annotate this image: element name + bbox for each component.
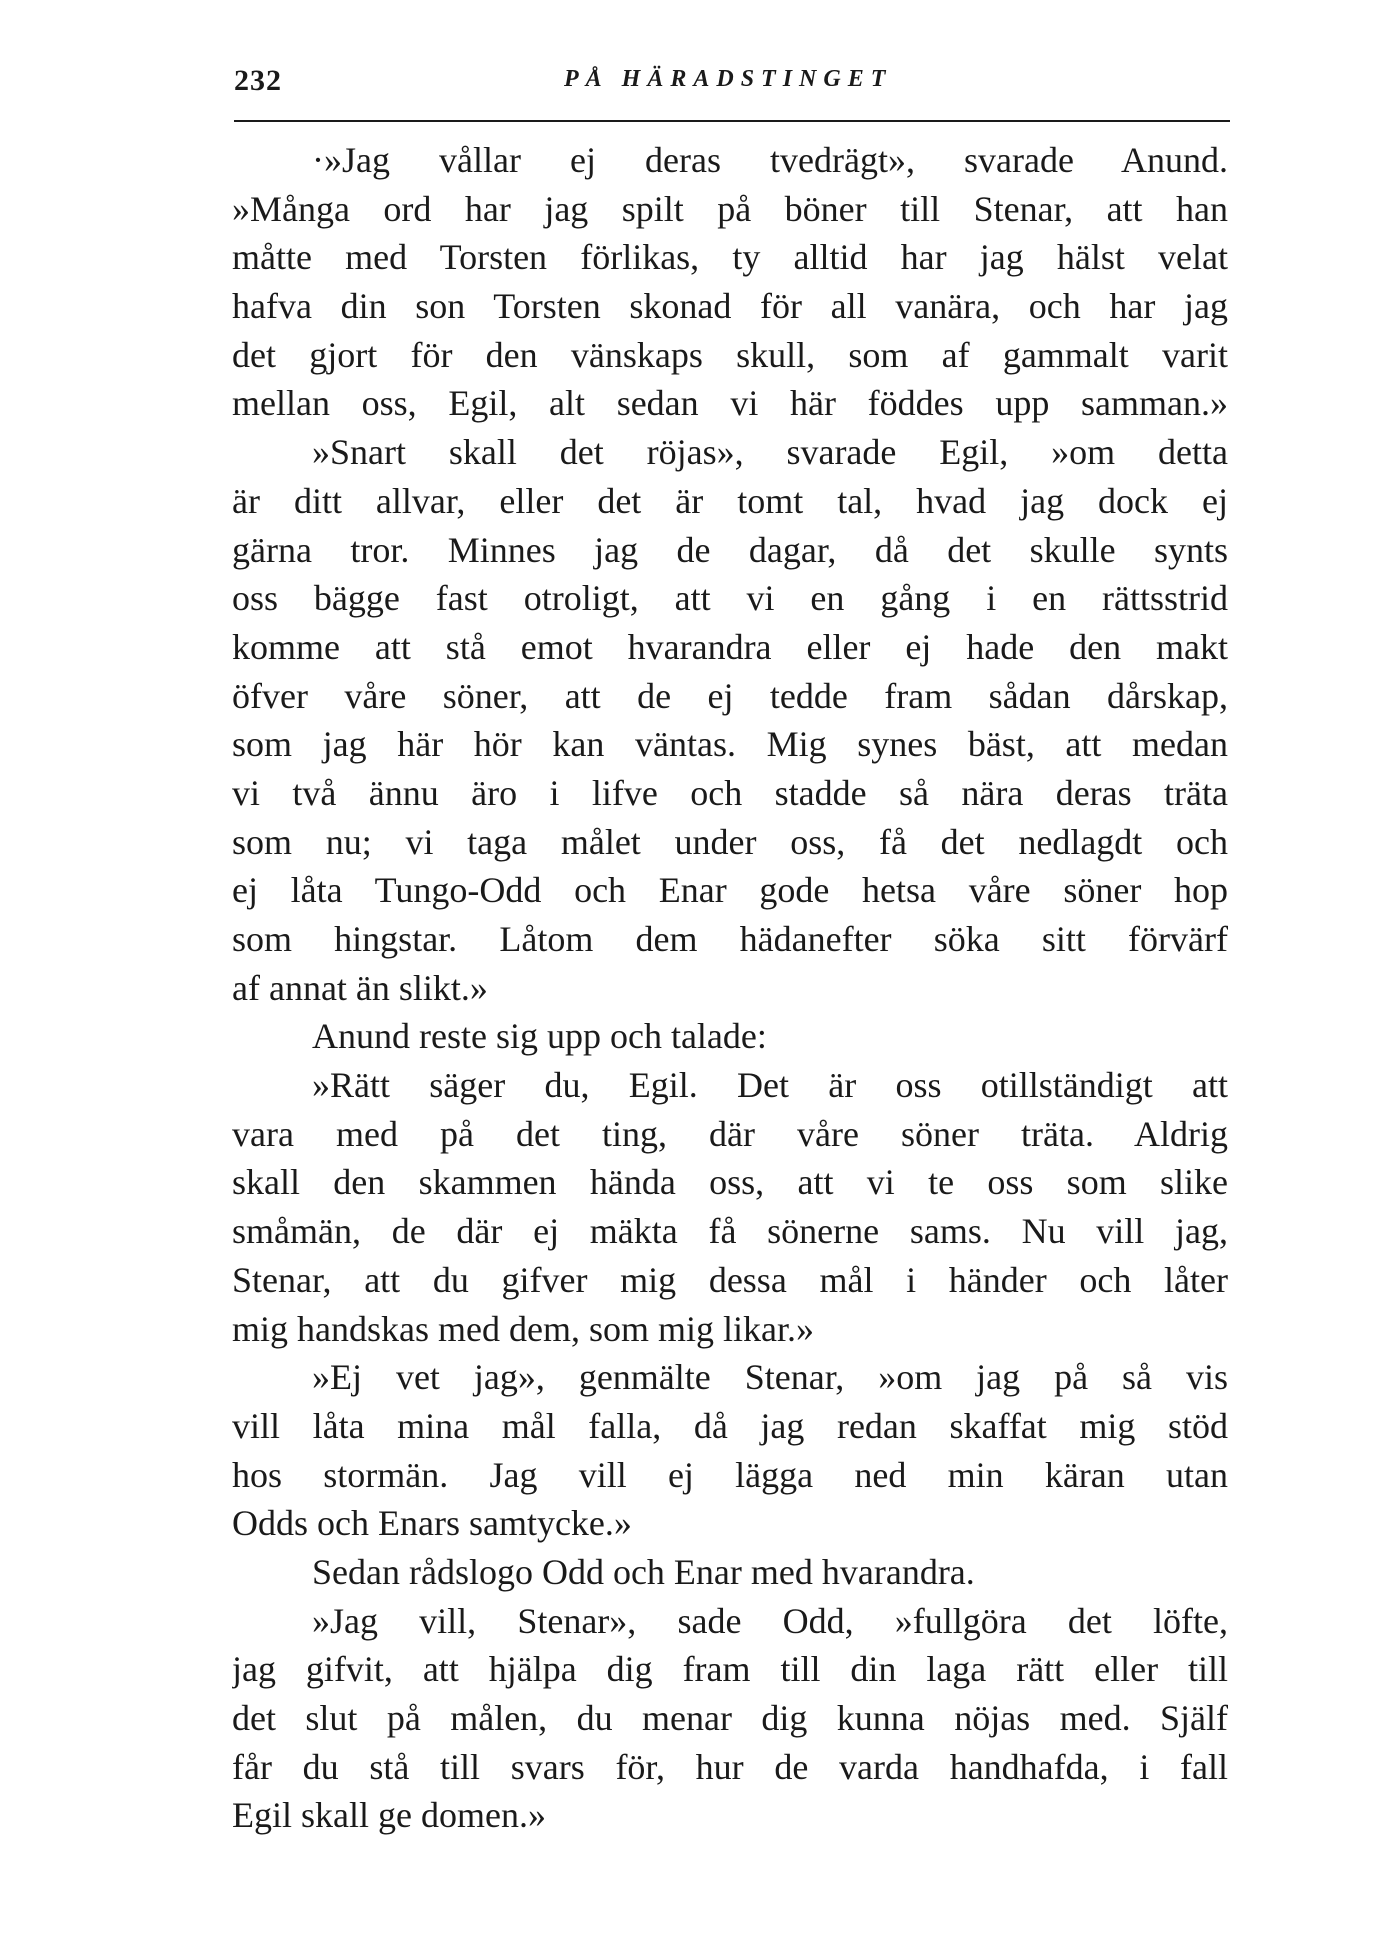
text-line: som nu; vi taga målet under oss, få det nedlagdt och xyxy=(232,821,1228,862)
text-line: oss bägge fast otroligt, att vi en gång i en rättsstrid xyxy=(232,578,1228,619)
header-rule xyxy=(234,120,1230,122)
text-line: »Många ord har jag spilt på böner till Stenar, att han xyxy=(232,188,1228,229)
text-line: småmän, de där ej mäkta få sönerne sams. Nu vill jag, xyxy=(232,1211,1228,1252)
text-line: ·»Jag vållar ej deras tvedrägt», svarade Anund. xyxy=(312,140,1228,180)
text-line: Anund reste sig upp och talade: xyxy=(312,1016,767,1057)
text-line: ej låta Tungo-Odd och Enar gode hetsa våre söner hop xyxy=(232,870,1228,911)
text-line: vill låta mina mål falla, då jag redan skaffat mig stöd xyxy=(232,1405,1228,1446)
text-line: »Rätt säger du, Egil. Det är oss otillständigt att xyxy=(312,1065,1228,1106)
text-line: som hingstar. Låtom dem hädanefter söka sitt förvärf xyxy=(232,919,1228,959)
text-line: hos stormän. Jag vill ej lägga ned min käran utan xyxy=(232,1454,1228,1495)
text-line: »Snart skall det röjas», svarade Egil, »om detta xyxy=(312,432,1228,473)
text-line: vi två ännu äro i lifve och stadde så nära deras träta xyxy=(232,772,1228,813)
text-line: öfver våre söner, att de ej tedde fram sådan dårskap, xyxy=(232,675,1228,716)
text-line: som jag här hör kan väntas. Mig synes bäst, att medan xyxy=(232,724,1228,765)
text-line: det gjort för den vänskaps skull, som af gammalt varit xyxy=(232,334,1228,375)
text-line: »Jag vill, Stenar», sade Odd, »fullgöra det löfte, xyxy=(312,1600,1228,1641)
text-line: mig handskas med dem, som mig likar.» xyxy=(232,1308,814,1349)
text-line: af annat än slikt.» xyxy=(232,967,488,1008)
text-line: skall den skammen hända oss, att vi te oss som slike xyxy=(232,1162,1228,1203)
text-line: vara med på det ting, där våre söner träta. Aldrig xyxy=(232,1113,1228,1154)
text-line: Stenar, att du gifver mig dessa mål i händer och låter xyxy=(232,1259,1228,1300)
running-title: PÅ HÄRADSTINGET xyxy=(564,66,893,92)
text-line: Egil skall ge domen.» xyxy=(232,1795,546,1836)
text-line: Sedan rådslogo Odd och Enar med hvarandra. xyxy=(312,1551,975,1592)
text-line: får du stå till svars för, hur de varda handhafda, i fall xyxy=(232,1746,1228,1787)
text-line: »Ej vet jag», genmälte Stenar, »om jag på så vis xyxy=(312,1357,1228,1398)
text-line: är ditt allvar, eller det är tomt tal, hvad jag dock ej xyxy=(232,480,1228,521)
body-text xyxy=(232,136,1228,1840)
page-number: 232 xyxy=(234,64,282,97)
text-line: Odds och Enars samtycke.» xyxy=(232,1503,632,1544)
text-line: jag gifvit, att hjälpa dig fram till din laga rätt eller till xyxy=(232,1649,1228,1690)
text-line: hafva din son Torsten skonad för all vanära, och har jag xyxy=(232,286,1228,327)
text-line: måtte med Torsten förlikas, ty alltid har jag hälst velat xyxy=(232,237,1228,278)
text-line: gärna tror. Minnes jag de dagar, då det skulle synts xyxy=(232,529,1228,570)
text-line: mellan oss, Egil, alt sedan vi här föddes upp samman.» xyxy=(232,383,1228,424)
text-line: komme att stå emot hvarandra eller ej hade den makt xyxy=(232,626,1228,667)
text-line: det slut på målen, du menar dig kunna nöjas med. Själf xyxy=(232,1698,1228,1738)
running-head xyxy=(234,64,1234,114)
